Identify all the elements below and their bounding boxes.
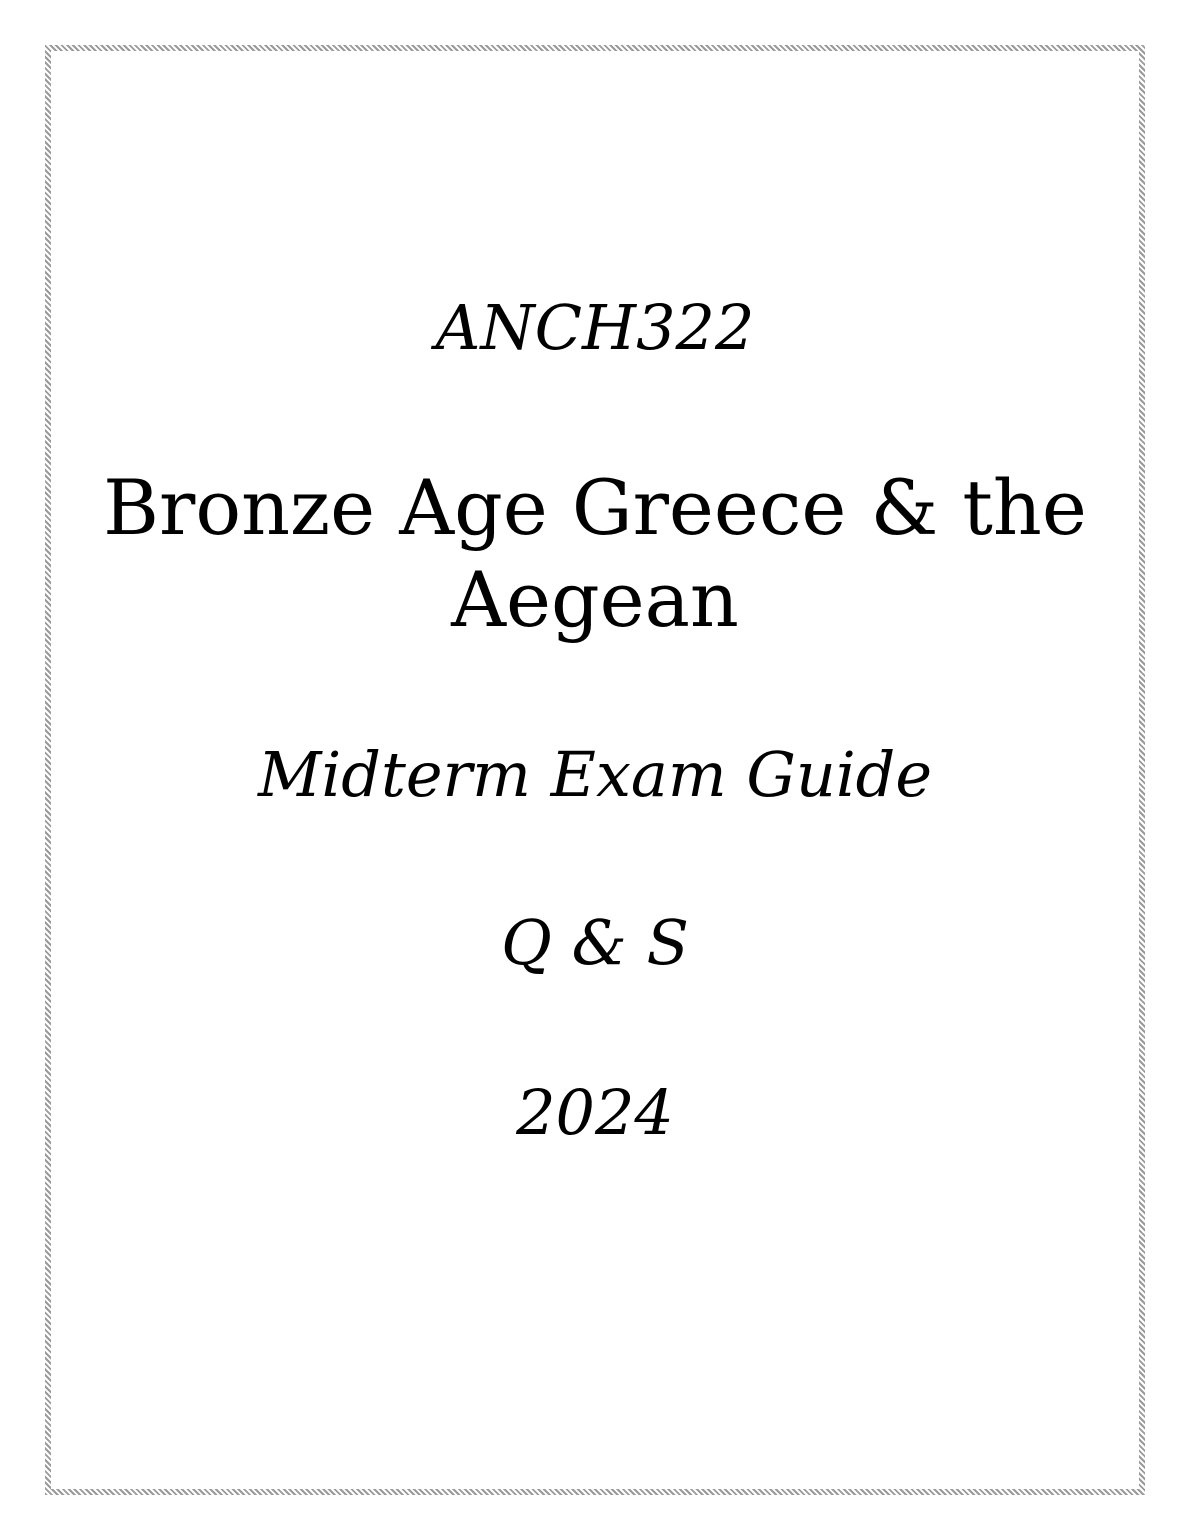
title-line-2: Aegean [451, 555, 739, 644]
document-subtitle: Midterm Exam Guide [257, 738, 933, 811]
course-code: ANCH322 [435, 291, 755, 364]
title-line-1: Bronze Age Greece & the [103, 463, 1087, 552]
qs-label: Q & S [501, 906, 689, 979]
year-label: 2024 [516, 1076, 674, 1149]
document-title [0, 462, 1190, 646]
